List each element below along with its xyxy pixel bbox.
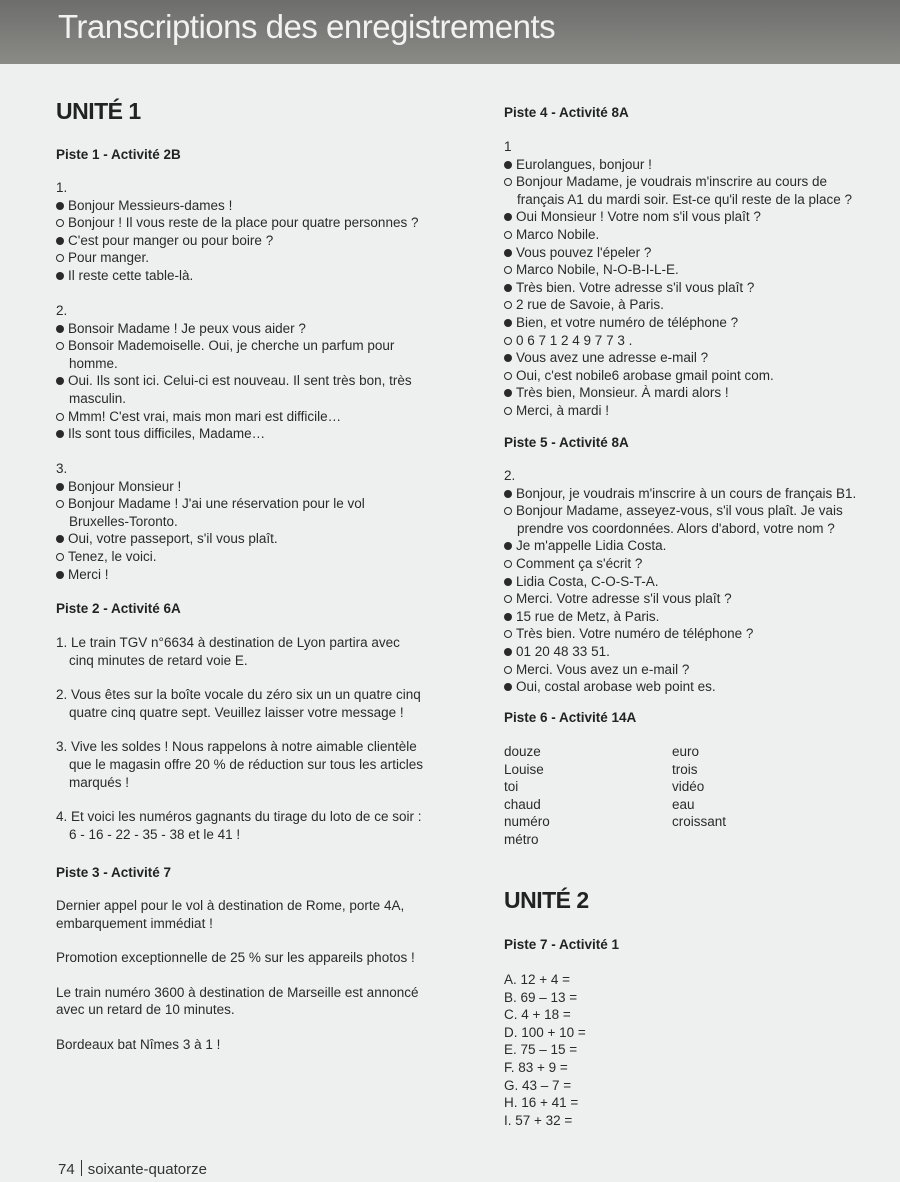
- filled-bullet-icon: [504, 613, 512, 621]
- dialogue-line: C'est pour manger ou pour boire ?: [56, 232, 426, 250]
- dialogue-number: 3.: [56, 461, 68, 476]
- dialogue-line: Bien, et votre numéro de téléphone ?: [504, 314, 869, 332]
- list-item: E. 75 – 15 =: [504, 1042, 578, 1058]
- open-bullet-icon: [504, 666, 512, 674]
- filled-bullet-icon: [56, 325, 64, 333]
- dialogue-line: Très bien. Votre numéro de téléphone ?: [504, 625, 869, 643]
- dialogue-number: 1: [504, 139, 512, 154]
- dialogue-number: 2.: [504, 468, 516, 483]
- paragraph: Bordeaux bat Nîmes 3 à 1 !: [56, 1036, 221, 1052]
- dialogue-line: Oui, costal arobase web point es.: [504, 678, 869, 696]
- open-bullet-icon: [504, 178, 512, 186]
- filled-bullet-icon: [504, 319, 512, 327]
- dialogue-line: Marco Nobile, N-O-B-I-L-E.: [504, 261, 869, 279]
- list-item: A. 12 + 4 =: [504, 972, 571, 987]
- header-banner: [0, 0, 900, 64]
- dialogue-line: Ils sont tous difficiles, Madame…: [56, 425, 426, 443]
- dialogue-line: Bonjour Madame, je voudrais m'inscrire au cours de français A1 du mardi soir. Est-ce qu'il reste de la place ?: [504, 173, 869, 208]
- dialogue-line: Il reste cette table-là.: [56, 267, 426, 285]
- filled-bullet-icon: [504, 161, 512, 169]
- open-bullet-icon: [56, 553, 64, 561]
- dialogue-line: Vous pouvez l'épeler ?: [504, 244, 869, 262]
- word-item: trois: [672, 761, 698, 777]
- list-item: 4. Et voici les numéros gagnants du tirage du loto de ce soir : 6 - 16 - 22 - 35 - 38 et le 41 !: [56, 809, 422, 842]
- dialogue-number: 2.: [56, 303, 68, 318]
- dialogue-line: Eurolangues, bonjour !: [504, 156, 869, 174]
- open-bullet-icon: [56, 500, 64, 508]
- piste-3-title: Piste 3 - Activité 7: [56, 865, 172, 880]
- dialogue-line: Bonsoir Mademoiselle. Oui, je cherche un parfum pour homme.: [56, 337, 426, 372]
- dialogue-line: Bonjour Messieurs-dames !: [56, 197, 426, 215]
- filled-bullet-icon: [504, 249, 512, 257]
- filled-bullet-icon: [504, 490, 512, 498]
- page-title: Transcriptions des enregistrements: [58, 8, 556, 45]
- dialogue-line: Merci, à mardi !: [504, 402, 869, 420]
- piste-7-list: [504, 971, 804, 1129]
- word-item: eau: [672, 796, 695, 812]
- open-bullet-icon: [56, 413, 64, 421]
- filled-bullet-icon: [504, 354, 512, 362]
- paragraph: Dernier appel pour le vol à destination de Rome, porte 4A, embarquement immédiat !: [56, 898, 405, 931]
- piste-1-dialogue-3: [56, 460, 426, 583]
- piste-3-content: [56, 897, 428, 1054]
- piste-1-title: Piste 1 - Activité 2B: [56, 147, 181, 162]
- list-item: C. 4 + 18 =: [504, 1007, 571, 1023]
- dialogue-line: Très bien, Monsieur. À mardi alors !: [504, 384, 869, 402]
- unit-2-heading: UNITÉ 2: [504, 887, 589, 913]
- word-item: toi: [504, 779, 519, 795]
- list-item: F. 83 + 9 =: [504, 1059, 568, 1075]
- filled-bullet-icon: [56, 272, 64, 280]
- filled-bullet-icon: [504, 213, 512, 221]
- dialogue-line: Je m'appelle Lidia Costa.: [504, 537, 869, 555]
- dialogue-line: Bonjour Madame ! J'ai une réservation pour le vol Bruxelles-Toronto.: [56, 495, 426, 530]
- dialogue-line: 01 20 48 33 51.: [504, 643, 869, 661]
- piste-5-title: Piste 5 - Activité 8A: [504, 435, 629, 450]
- dialogue-line: Bonjour Madame, asseyez-vous, s'il vous plaît. Je vais prendre vos coordonnées. Alors d'abord, votre nom ?: [504, 502, 869, 537]
- word-item: métro: [504, 832, 539, 847]
- dialogue-line: Très bien. Votre adresse s'il vous plaît ?: [504, 279, 869, 297]
- filled-bullet-icon: [504, 648, 512, 656]
- open-bullet-icon: [504, 507, 512, 515]
- open-bullet-icon: [504, 372, 512, 380]
- filled-bullet-icon: [56, 483, 64, 491]
- dialogue-line: Comment ça s'écrit ?: [504, 555, 869, 573]
- dialogue-line: 2 rue de Savoie, à Paris.: [504, 296, 869, 314]
- open-bullet-icon: [56, 254, 64, 262]
- dialogue-line: Oui, c'est nobile6 arobase gmail point com.: [504, 367, 869, 385]
- filled-bullet-icon: [56, 202, 64, 210]
- piste-1-dialogue-1: [56, 179, 426, 285]
- list-item: B. 69 – 13 =: [504, 989, 578, 1005]
- dialogue-line: Merci. Votre adresse s'il vous plaît ?: [504, 590, 869, 608]
- list-item: 3. Vive les soldes ! Nous rappelons à notre aimable clientèle que le magasin offre 20 % de réduction sur tous les articles marqués !: [56, 739, 423, 790]
- dialogue-line: Oui, votre passeport, s'il vous plaît.: [56, 530, 426, 548]
- dialogue-line: Bonjour, je voudrais m'inscrire à un cours de français B1.: [504, 485, 869, 503]
- dialogue-number: 1.: [56, 180, 68, 195]
- word-item: croissant: [672, 814, 727, 830]
- paragraph: Promotion exceptionnelle de 25 % sur les appareils photos !: [56, 950, 415, 966]
- paragraph: Le train numéro 3600 à destination de Marseille est annoncé avec un retard de 10 minutes.: [56, 984, 419, 1018]
- piste-6-word-list: [504, 743, 864, 853]
- filled-bullet-icon: [56, 237, 64, 245]
- list-item: 2. Vous êtes sur la boîte vocale du zéro six un un quatre cinq quatre cinq quatre sept. Veuillez laisser votre message !: [56, 687, 421, 720]
- open-bullet-icon: [504, 407, 512, 415]
- word-item: euro: [672, 744, 700, 759]
- word-item: chaud: [504, 796, 541, 812]
- filled-bullet-icon: [56, 571, 64, 579]
- dialogue-line: 15 rue de Metz, à Paris.: [504, 608, 869, 626]
- page-footer: [58, 1160, 207, 1178]
- footer-divider: [81, 1160, 82, 1176]
- piste-2-title: Piste 2 - Activité 6A: [56, 601, 181, 616]
- open-bullet-icon: [56, 219, 64, 227]
- list-item: I. 57 + 32 =: [504, 1112, 573, 1128]
- dialogue-line: Oui Monsieur ! Votre nom s'il vous plaît ?: [504, 208, 869, 226]
- open-bullet-icon: [504, 231, 512, 239]
- dialogue-line: Bonsoir Madame ! Je peux vous aider ?: [56, 320, 426, 338]
- dialogue-line: Tenez, le voici.: [56, 548, 426, 566]
- dialogue-line: Marco Nobile.: [504, 226, 869, 244]
- filled-bullet-icon: [56, 377, 64, 385]
- unit-1-heading: UNITÉ 1: [56, 98, 141, 124]
- piste-1-dialogue-2: [56, 302, 426, 443]
- open-bullet-icon: [504, 630, 512, 638]
- piste-4-title: Piste 4 - Activité 8A: [504, 105, 629, 120]
- filled-bullet-icon: [504, 683, 512, 691]
- page-number-words: soixante-quatorze: [87, 1161, 207, 1178]
- filled-bullet-icon: [56, 535, 64, 543]
- piste-4-dialogue: [504, 138, 869, 420]
- dialogue-line: Merci. Vous avez un e-mail ?: [504, 661, 869, 679]
- open-bullet-icon: [504, 595, 512, 603]
- dialogue-line: Vous avez une adresse e-mail ?: [504, 349, 869, 367]
- list-item: H. 16 + 41 =: [504, 1095, 579, 1111]
- dialogue-line: Bonjour Monsieur !: [56, 478, 426, 496]
- filled-bullet-icon: [56, 430, 64, 438]
- open-bullet-icon: [504, 337, 512, 345]
- dialogue-line: Lidia Costa, C-O-S-T-A.: [504, 573, 869, 591]
- open-bullet-icon: [504, 560, 512, 568]
- piste-5-dialogue: [504, 467, 869, 696]
- open-bullet-icon: [504, 266, 512, 274]
- dialogue-line: Merci !: [56, 566, 426, 584]
- list-item: 1. Le train TGV n°6634 à destination de Lyon partira avec cinq minutes de retard voie E.: [56, 635, 400, 668]
- filled-bullet-icon: [504, 578, 512, 586]
- open-bullet-icon: [56, 342, 64, 350]
- dialogue-line: Bonjour ! Il vous reste de la place pour quatre personnes ?: [56, 214, 426, 232]
- word-item: Louise: [504, 761, 544, 777]
- filled-bullet-icon: [504, 389, 512, 397]
- piste-6-title: Piste 6 - Activité 14A: [504, 710, 637, 725]
- dialogue-line: Oui. Ils sont ici. Celui-ci est nouveau. Il sent très bon, très masculin.: [56, 372, 426, 407]
- word-item: douze: [504, 744, 541, 759]
- filled-bullet-icon: [504, 284, 512, 292]
- page-number: 74: [58, 1161, 75, 1178]
- open-bullet-icon: [504, 301, 512, 309]
- word-item: numéro: [504, 814, 550, 830]
- piste-2-list: [56, 634, 428, 843]
- piste-7-title: Piste 7 - Activité 1: [504, 937, 620, 952]
- dialogue-line: Pour manger.: [56, 249, 426, 267]
- list-item: G. 43 – 7 =: [504, 1077, 572, 1093]
- word-item: vidéo: [672, 779, 705, 795]
- dialogue-line: 0 6 7 1 2 4 9 7 7 3 .: [504, 332, 869, 350]
- list-item: D. 100 + 10 =: [504, 1024, 586, 1040]
- filled-bullet-icon: [504, 542, 512, 550]
- dialogue-line: Mmm! C'est vrai, mais mon mari est difficile…: [56, 408, 426, 426]
